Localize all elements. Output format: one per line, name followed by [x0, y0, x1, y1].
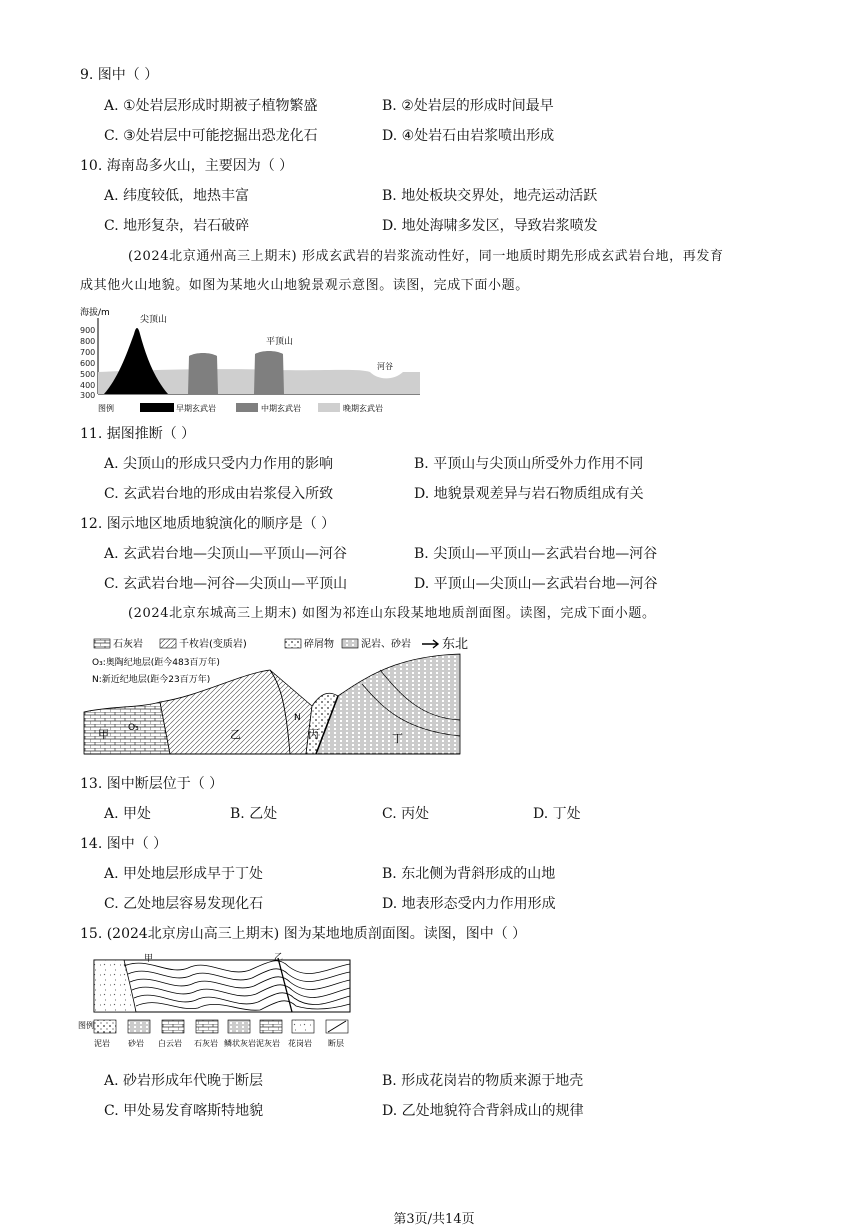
- q15-option-c: C. 甲处易发育喀斯特地貌: [104, 1103, 264, 1119]
- page-footer: 第3页/共14页: [393, 1212, 475, 1227]
- q10-option-a: A. 纬度较低，地热丰富: [104, 188, 250, 204]
- q10-option-d: D. 地处海啸多发区，导致岩浆喷发: [382, 218, 598, 234]
- fig3-legend-title: 图例: [78, 1021, 94, 1030]
- question-14-stem: 14. 图中（ ）: [80, 836, 168, 852]
- fig1-legend-title: 图例: [98, 404, 114, 413]
- fig2-label-jia: 甲: [98, 728, 109, 741]
- q11-option-a: A. 尖顶山的形成只受内力作用的影响: [104, 456, 334, 472]
- mid-basalt-flat-mountain-1: [188, 353, 218, 394]
- fig1-ytick: 400: [80, 381, 96, 390]
- q14-option-b: B. 东北侧为背斜形成的山地: [382, 866, 556, 882]
- q9-option-b: B. ②处岩层的形成时间最早: [382, 98, 554, 114]
- q10-option-b: B. 地处板块交界处，地壳运动活跃: [382, 188, 598, 204]
- q15-option-d: D. 乙处地貌符合背斜成山的规律: [382, 1103, 584, 1119]
- q14-option-c: C. 乙处地层容易发现化石: [104, 896, 264, 912]
- fig3-legend-sandstone: 砂岩: [128, 1039, 144, 1048]
- intro-dongcheng: (2024北京东城高三上期末) 如图为祁连山东段某地地质剖面图。读图，完成下面小题。: [128, 606, 656, 621]
- intro-tongzhou-line2: 成其他火山地貌。如图为某地火山地貌景观示意图。读图，完成下面小题。: [80, 278, 529, 293]
- fig3-label-yi: 乙: [274, 953, 284, 963]
- fig3-label-jia: 甲: [144, 954, 154, 964]
- fig2-label-ding: 丁: [392, 732, 403, 745]
- fig3-legend-marl: 泥灰岩: [256, 1039, 280, 1048]
- q13-option-b: B. 乙处: [230, 806, 278, 822]
- volcanic-landform-figure: [78, 306, 428, 418]
- q11-option-c: C. 玄武岩台地的形成由岩浆侵入所致: [104, 486, 334, 502]
- fig1-legend-late: 晚期玄武岩: [343, 404, 383, 413]
- q9-option-d: D. ④处岩石由岩浆喷出形成: [382, 128, 555, 144]
- fig3-legend-fault: 断层: [328, 1039, 344, 1048]
- q14-option-a: A. 甲处地层形成早于丁处: [104, 866, 264, 882]
- q11-option-d: D. 地貌景观差异与岩石物质组成有关: [414, 486, 644, 502]
- q12-option-c: C. 玄武岩台地—河谷—尖顶山—平顶山: [104, 576, 348, 592]
- fig2-label-o3: O₃: [128, 723, 139, 733]
- intro-tongzhou-line1: (2024北京通州高三上期末) 形成玄武岩的岩浆流动性好，同一地质时期先形成玄武岩台地，再发育: [128, 249, 724, 264]
- fig2-direction: 东北: [442, 637, 469, 652]
- question-11-stem: 11. 据图推断（ ）: [80, 426, 196, 442]
- q10-option-c: C. 地形复杂，岩石破碎: [104, 218, 250, 234]
- fig3-legend-granite: 花岗岩: [288, 1039, 312, 1048]
- fig1-legend-mid: 中期玄武岩: [261, 404, 301, 413]
- fig2-legend-phyllite: 千枚岩(变质岩): [179, 639, 247, 650]
- fig1-ytick: 700: [80, 348, 96, 357]
- northeast-arrow-icon: [422, 640, 438, 648]
- fig1-ytick: 500: [80, 370, 96, 379]
- label-sharp-peak: 尖顶山: [140, 315, 168, 325]
- question-13-stem: 13. 图中断层位于（ ）: [80, 776, 224, 792]
- fig2-label-yi: 乙: [230, 728, 241, 741]
- fig2-label-n: N: [294, 713, 301, 723]
- q9-option-a: A. ①处岩层形成时期被子植物繁盛: [104, 98, 318, 114]
- q15-option-a: A. 砂岩形成年代晚于断层: [104, 1073, 264, 1089]
- fig2-legend-debris: 碎屑物: [304, 639, 334, 650]
- fig2-legend-mudstone: 泥岩、砂岩: [361, 639, 411, 650]
- fig2-note-o3: O₃:奥陶纪地层(距今483百万年): [92, 658, 220, 668]
- q15-option-b: B. 形成花岗岩的物质来源于地壳: [382, 1073, 584, 1089]
- fig1-ylabel: 海拔/m: [80, 308, 110, 318]
- q12-option-d: D. 平顶山—尖顶山—玄武岩台地—河谷: [414, 576, 658, 592]
- question-9-stem: 9. 图中（ ）: [80, 67, 159, 83]
- q12-option-a: A. 玄武岩台地—尖顶山—平顶山—河谷: [104, 546, 348, 562]
- fig1-ytick: 800: [80, 337, 96, 346]
- question-12-stem: 12. 图示地区地质地貌演化的顺序是（ ）: [80, 516, 336, 532]
- fig2-legend-limestone: 石灰岩: [113, 639, 143, 650]
- fig2-note-n: N:新近纪地层(距今23百万年): [92, 675, 211, 685]
- question-15-stem: 15. (2024北京房山高三上期末) 图为某地地质剖面图。读图，图中（ ）: [80, 926, 527, 942]
- fig1-ytick: 900: [80, 326, 96, 335]
- fig1-ytick: 300: [80, 391, 96, 400]
- question-10-stem: 10. 海南岛多火山，主要因为（ ）: [80, 158, 294, 174]
- q13-option-d: D. 丁处: [533, 806, 581, 822]
- fig3-legend-scaly-limestone: 鳞状灰岩: [224, 1039, 256, 1048]
- label-valley: 河谷: [377, 362, 393, 371]
- fig1-ytick: 600: [80, 359, 96, 368]
- label-flat-peak: 平顶山: [266, 337, 294, 347]
- q11-option-b: B. 平顶山与尖顶山所受外力作用不同: [414, 456, 644, 472]
- fig3-legend-dolomite: 白云岩: [158, 1039, 182, 1048]
- q9-option-c: C. ③处岩层中可能挖掘出恐龙化石: [104, 128, 318, 144]
- fig2-label-bing: 丙: [308, 728, 319, 741]
- folded-strata-figure: [78, 952, 378, 1060]
- early-basalt-sharp-mountain: [104, 328, 168, 394]
- q13-option-c: C. 丙处: [382, 806, 430, 822]
- q14-option-d: D. 地表形态受内力作用形成: [382, 896, 556, 912]
- mid-basalt-flat-mountain-2: [254, 351, 284, 394]
- fig3-legend-limestone: 石灰岩: [194, 1039, 218, 1048]
- q13-option-a: A. 甲处: [104, 806, 152, 822]
- fig1-legend-early: 早期玄武岩: [176, 404, 216, 413]
- q12-option-b: B. 尖顶山—平顶山—玄武岩台地—河谷: [414, 546, 658, 562]
- fig3-legend-mudstone: 泥岩: [94, 1039, 110, 1048]
- qilian-geologic-section-figure: [80, 634, 476, 760]
